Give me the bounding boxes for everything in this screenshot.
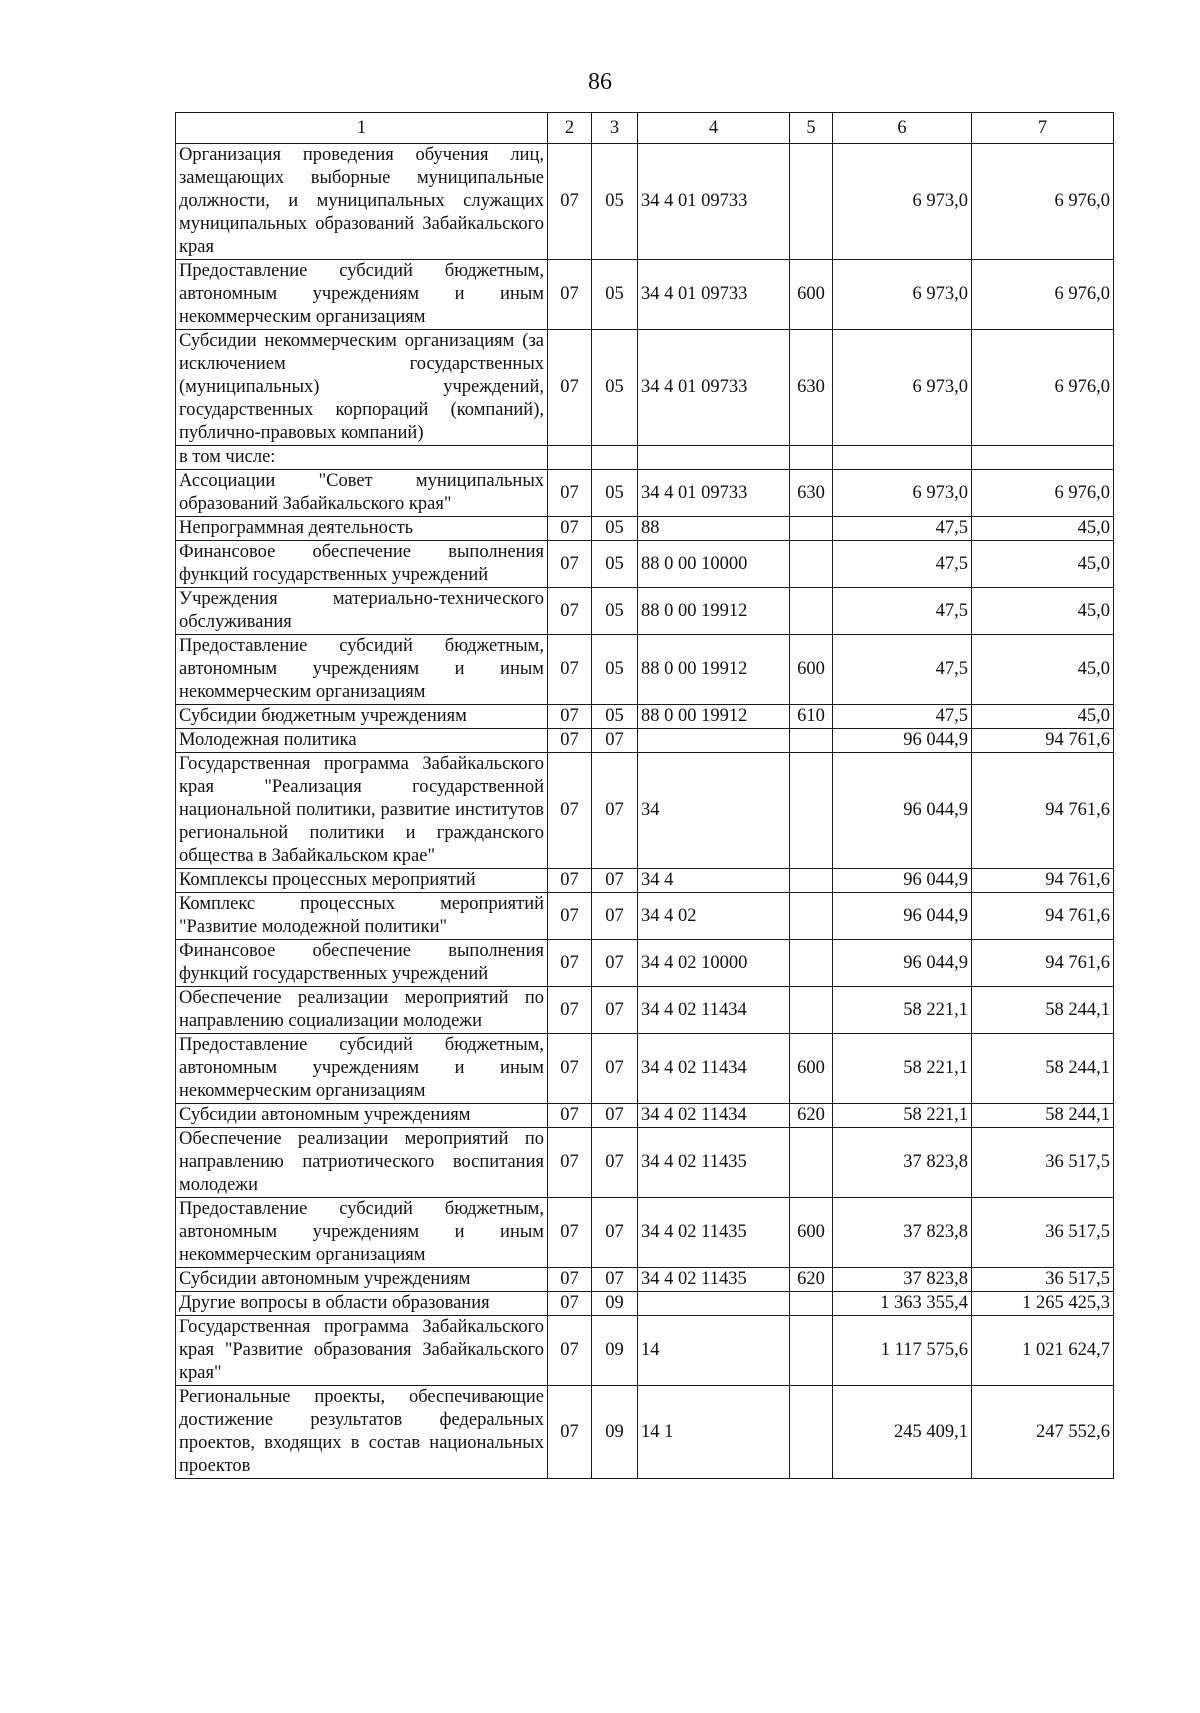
subsection-code-cell: 07 [592, 753, 638, 869]
table-row [176, 940, 1114, 987]
subsection-code-cell: 05 [592, 470, 638, 517]
table-row [176, 1034, 1114, 1104]
row-name-cell: Субсидии бюджетным учреждениям [176, 705, 548, 729]
amount-col7-cell: 58 244,1 [972, 1104, 1114, 1128]
row-name-cell: Ассоциации "Совет муниципальных образований Забайкальского края" [176, 470, 548, 517]
expense-type-cell [790, 1292, 833, 1316]
amount-col7-cell: 45,0 [972, 705, 1114, 729]
amount-col7-cell: 58 244,1 [972, 987, 1114, 1034]
section-code-cell: 07 [548, 1034, 592, 1104]
header-row [176, 113, 1114, 144]
expense-type-cell [790, 729, 833, 753]
table-row [176, 635, 1114, 705]
section-code-cell: 07 [548, 1104, 592, 1128]
amount-col7-cell: 1 021 624,7 [972, 1316, 1114, 1386]
amount-col7-cell: 1 265 425,3 [972, 1292, 1114, 1316]
row-name-cell: Комплексы процессных мероприятий [176, 869, 548, 893]
row-name-cell: Организация проведения обучения лиц, замещающих выборные муниципальные должности, и муниципальных служащих муниципальных образований Забайкальского края [176, 144, 548, 260]
budget-table [175, 112, 1114, 1479]
amount-col6-cell: 6 973,0 [833, 470, 972, 517]
section-code-cell: 07 [548, 753, 592, 869]
section-code-cell: 07 [548, 1268, 592, 1292]
amount-col6-cell: 58 221,1 [833, 1034, 972, 1104]
subsection-code-cell: 05 [592, 517, 638, 541]
target-article-cell: 88 0 00 19912 [638, 635, 790, 705]
section-code-cell: 07 [548, 1386, 592, 1479]
target-article-cell: 34 4 02 11434 [638, 1034, 790, 1104]
header-col-4: 4 [638, 113, 790, 144]
section-code-cell: 07 [548, 1128, 592, 1198]
page-number: 86 [588, 69, 612, 95]
row-name-cell: Субсидии автономным учреждениям [176, 1104, 548, 1128]
table-row [176, 1386, 1114, 1479]
expense-type-cell [790, 940, 833, 987]
amount-col7-cell: 94 761,6 [972, 869, 1114, 893]
row-name-cell: Учреждения материально-технического обслуживания [176, 588, 548, 635]
amount-col7-cell: 45,0 [972, 588, 1114, 635]
table-row [176, 705, 1114, 729]
section-code-cell: 07 [548, 260, 592, 330]
section-code-cell: 07 [548, 588, 592, 635]
table-row [176, 1104, 1114, 1128]
amount-col6-cell: 1 363 355,4 [833, 1292, 972, 1316]
section-code-cell: 07 [548, 635, 592, 705]
header-col-2: 2 [548, 113, 592, 144]
subsection-code-cell: 07 [592, 869, 638, 893]
section-code-cell: 07 [548, 1292, 592, 1316]
section-code-cell: 07 [548, 1316, 592, 1386]
section-code-cell: 07 [548, 893, 592, 940]
amount-col6-cell: 96 044,9 [833, 940, 972, 987]
header-col-6: 6 [833, 113, 972, 144]
table-row [176, 470, 1114, 517]
table-body [176, 144, 1114, 1479]
section-code-cell: 07 [548, 517, 592, 541]
amount-col7-cell: 6 976,0 [972, 470, 1114, 517]
table-row [176, 517, 1114, 541]
subsection-code-cell [592, 446, 638, 470]
row-name-cell: Другие вопросы в области образования [176, 1292, 548, 1316]
subsection-code-cell: 05 [592, 260, 638, 330]
expense-type-cell [790, 893, 833, 940]
amount-col7-cell: 94 761,6 [972, 753, 1114, 869]
section-code-cell: 07 [548, 330, 592, 446]
row-name-cell: Непрограммная деятельность [176, 517, 548, 541]
subsection-code-cell: 09 [592, 1316, 638, 1386]
expense-type-cell: 620 [790, 1104, 833, 1128]
row-name-cell: в том числе: [176, 446, 548, 470]
amount-col6-cell [833, 446, 972, 470]
row-name-cell: Финансовое обеспечение выполнения функций государственных учреждений [176, 541, 548, 588]
header-col-3: 3 [592, 113, 638, 144]
target-article-cell [638, 1292, 790, 1316]
amount-col7-cell: 94 761,6 [972, 893, 1114, 940]
subsection-code-cell: 07 [592, 1198, 638, 1268]
target-article-cell: 34 4 01 09733 [638, 144, 790, 260]
section-code-cell: 07 [548, 1198, 592, 1268]
amount-col7-cell: 36 517,5 [972, 1198, 1114, 1268]
amount-col6-cell: 58 221,1 [833, 987, 972, 1034]
amount-col6-cell: 58 221,1 [833, 1104, 972, 1128]
expense-type-cell [790, 144, 833, 260]
header-col-5: 5 [790, 113, 833, 144]
amount-col7-cell: 36 517,5 [972, 1268, 1114, 1292]
section-code-cell: 07 [548, 144, 592, 260]
subsection-code-cell: 05 [592, 635, 638, 705]
target-article-cell: 14 [638, 1316, 790, 1386]
row-name-cell: Предоставление субсидий бюджетным, автономным учреждениям и иным некоммерческим организациям [176, 1198, 548, 1268]
table-row [176, 1128, 1114, 1198]
row-name-cell: Региональные проекты, обеспечивающие достижение результатов федеральных проектов, входящих в состав национальных проектов [176, 1386, 548, 1479]
target-article-cell: 34 4 02 11435 [638, 1268, 790, 1292]
expense-type-cell [790, 588, 833, 635]
amount-col7-cell [972, 446, 1114, 470]
expense-type-cell [790, 987, 833, 1034]
section-code-cell: 07 [548, 987, 592, 1034]
subsection-code-cell: 07 [592, 1128, 638, 1198]
table-row [176, 541, 1114, 588]
table-row [176, 753, 1114, 869]
subsection-code-cell: 07 [592, 1268, 638, 1292]
target-article-cell: 34 4 02 11435 [638, 1128, 790, 1198]
section-code-cell: 07 [548, 869, 592, 893]
target-article-cell: 34 4 01 09733 [638, 260, 790, 330]
amount-col7-cell: 45,0 [972, 517, 1114, 541]
row-name-cell: Предоставление субсидий бюджетным, автономным учреждениям и иным некоммерческим организациям [176, 260, 548, 330]
subsection-code-cell: 05 [592, 705, 638, 729]
subsection-code-cell: 07 [592, 1104, 638, 1128]
target-article-cell: 88 0 00 19912 [638, 588, 790, 635]
amount-col6-cell: 1 117 575,6 [833, 1316, 972, 1386]
table-row [176, 446, 1114, 470]
subsection-code-cell: 09 [592, 1292, 638, 1316]
amount-col6-cell: 245 409,1 [833, 1386, 972, 1479]
expense-type-cell: 610 [790, 705, 833, 729]
amount-col7-cell: 6 976,0 [972, 144, 1114, 260]
amount-col7-cell: 247 552,6 [972, 1386, 1114, 1479]
subsection-code-cell: 05 [592, 541, 638, 588]
section-code-cell [548, 446, 592, 470]
expense-type-cell: 600 [790, 260, 833, 330]
target-article-cell: 34 4 02 11435 [638, 1198, 790, 1268]
amount-col6-cell: 47,5 [833, 588, 972, 635]
table-row [176, 869, 1114, 893]
row-name-cell: Обеспечение реализации мероприятий по направлению патриотического воспитания молодежи [176, 1128, 548, 1198]
expense-type-cell [790, 869, 833, 893]
expense-type-cell [790, 517, 833, 541]
subsection-code-cell: 07 [592, 729, 638, 753]
expense-type-cell: 620 [790, 1268, 833, 1292]
subsection-code-cell: 09 [592, 1386, 638, 1479]
amount-col7-cell: 45,0 [972, 635, 1114, 705]
table-row [176, 987, 1114, 1034]
amount-col6-cell: 47,5 [833, 541, 972, 588]
expense-type-cell [790, 446, 833, 470]
target-article-cell: 88 [638, 517, 790, 541]
row-name-cell: Предоставление субсидий бюджетным, автономным учреждениям и иным некоммерческим организациям [176, 635, 548, 705]
target-article-cell: 34 4 02 10000 [638, 940, 790, 987]
expense-type-cell [790, 1128, 833, 1198]
amount-col6-cell: 47,5 [833, 705, 972, 729]
expense-type-cell [790, 1316, 833, 1386]
target-article-cell [638, 729, 790, 753]
target-article-cell: 34 4 02 11434 [638, 1104, 790, 1128]
row-name-cell: Предоставление субсидий бюджетным, автономным учреждениям и иным некоммерческим организациям [176, 1034, 548, 1104]
expense-type-cell: 630 [790, 470, 833, 517]
target-article-cell: 34 4 02 11434 [638, 987, 790, 1034]
row-name-cell: Государственная программа Забайкальского края "Развитие образования Забайкальского края" [176, 1316, 548, 1386]
table-row [176, 588, 1114, 635]
target-article-cell: 34 [638, 753, 790, 869]
table-row [176, 260, 1114, 330]
target-article-cell: 14 1 [638, 1386, 790, 1479]
header-col-1: 1 [176, 113, 548, 144]
amount-col6-cell: 37 823,8 [833, 1128, 972, 1198]
row-name-cell: Комплекс процессных мероприятий "Развитие молодежной политики" [176, 893, 548, 940]
subsection-code-cell: 05 [592, 144, 638, 260]
section-code-cell: 07 [548, 940, 592, 987]
expense-type-cell [790, 1386, 833, 1479]
expense-type-cell: 600 [790, 1198, 833, 1268]
table-row [176, 330, 1114, 446]
amount-col7-cell: 58 244,1 [972, 1034, 1114, 1104]
section-code-cell: 07 [548, 729, 592, 753]
amount-col7-cell: 36 517,5 [972, 1128, 1114, 1198]
amount-col6-cell: 6 973,0 [833, 260, 972, 330]
section-code-cell: 07 [548, 705, 592, 729]
amount-col6-cell: 96 044,9 [833, 893, 972, 940]
amount-col7-cell: 94 761,6 [972, 940, 1114, 987]
expense-type-cell: 600 [790, 635, 833, 705]
expense-type-cell: 630 [790, 330, 833, 446]
amount-col6-cell: 37 823,8 [833, 1198, 972, 1268]
subsection-code-cell: 07 [592, 1034, 638, 1104]
target-article-cell: 34 4 02 [638, 893, 790, 940]
amount-col6-cell: 6 973,0 [833, 330, 972, 446]
amount-col7-cell: 45,0 [972, 541, 1114, 588]
table-row [176, 144, 1114, 260]
target-article-cell [638, 446, 790, 470]
row-name-cell: Субсидии автономным учреждениям [176, 1268, 548, 1292]
amount-col6-cell: 47,5 [833, 635, 972, 705]
table-row [176, 729, 1114, 753]
expense-type-cell: 600 [790, 1034, 833, 1104]
section-code-cell: 07 [548, 541, 592, 588]
amount-col6-cell: 37 823,8 [833, 1268, 972, 1292]
target-article-cell: 34 4 01 09733 [638, 330, 790, 446]
amount-col6-cell: 96 044,9 [833, 869, 972, 893]
table-row [176, 1268, 1114, 1292]
section-code-cell: 07 [548, 470, 592, 517]
target-article-cell: 88 0 00 10000 [638, 541, 790, 588]
row-name-cell: Государственная программа Забайкальского края "Реализация государственной национальной политики, развитие институтов региональной политики и гражданского общества в Забайкальском крае" [176, 753, 548, 869]
amount-col6-cell: 96 044,9 [833, 729, 972, 753]
amount-col6-cell: 47,5 [833, 517, 972, 541]
subsection-code-cell: 05 [592, 588, 638, 635]
subsection-code-cell: 07 [592, 940, 638, 987]
expense-type-cell [790, 753, 833, 869]
subsection-code-cell: 07 [592, 893, 638, 940]
subsection-code-cell: 07 [592, 987, 638, 1034]
target-article-cell: 34 4 01 09733 [638, 470, 790, 517]
expense-type-cell [790, 541, 833, 588]
target-article-cell: 88 0 00 19912 [638, 705, 790, 729]
row-name-cell: Молодежная политика [176, 729, 548, 753]
target-article-cell: 34 4 [638, 869, 790, 893]
row-name-cell: Субсидии некоммерческим организациям (за исключением государственных (муниципальных) учреждений, государственных корпораций (компаний), публично-правовых компаний) [176, 330, 548, 446]
table-row [176, 1292, 1114, 1316]
header-col-7: 7 [972, 113, 1114, 144]
table-row [176, 893, 1114, 940]
amount-col6-cell: 6 973,0 [833, 144, 972, 260]
table-row [176, 1316, 1114, 1386]
amount-col7-cell: 94 761,6 [972, 729, 1114, 753]
amount-col7-cell: 6 976,0 [972, 330, 1114, 446]
table-row [176, 1198, 1114, 1268]
amount-col7-cell: 6 976,0 [972, 260, 1114, 330]
row-name-cell: Финансовое обеспечение выполнения функций государственных учреждений [176, 940, 548, 987]
amount-col6-cell: 96 044,9 [833, 753, 972, 869]
row-name-cell: Обеспечение реализации мероприятий по направлению социализации молодежи [176, 987, 548, 1034]
subsection-code-cell: 05 [592, 330, 638, 446]
